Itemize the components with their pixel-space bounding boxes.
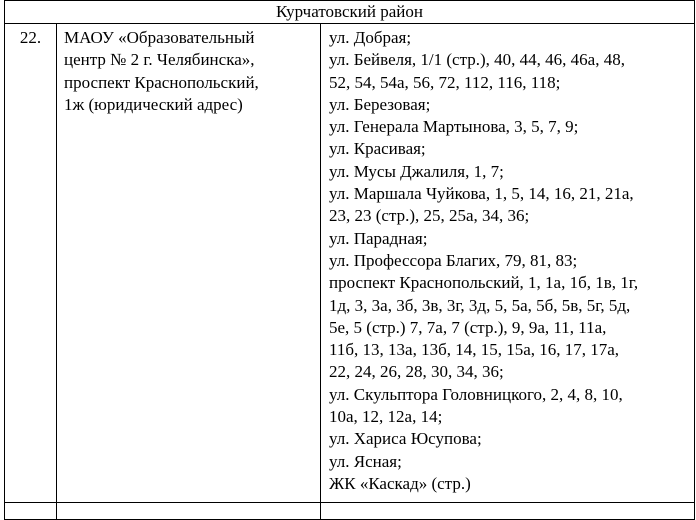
address-line: ул. Добрая; bbox=[329, 28, 412, 47]
organization-line: МАОУ «Образовательный bbox=[64, 28, 255, 47]
address-line: 10а, 12, 12а, 14; bbox=[329, 407, 443, 427]
organization-line: центр № 2 г. Челябинска», bbox=[64, 50, 255, 70]
table-row bbox=[5, 24, 695, 503]
document-table bbox=[4, 0, 695, 520]
next-row-number-cell bbox=[5, 503, 57, 520]
address-line: ул. Маршала Чуйкова, 1, 5, 14, 16, 21, 21а, bbox=[329, 184, 634, 204]
address-line: ул. Генерала Мартынова, 3, 5, 7, 9; bbox=[329, 117, 579, 137]
next-row-address-cell bbox=[321, 503, 695, 520]
address-line: ул. Ясная; bbox=[329, 451, 402, 471]
address-line: ул. Красивая; bbox=[329, 139, 426, 159]
address-line: ул. Парадная; bbox=[329, 228, 428, 248]
organization-line: 1ж (юридический адрес) bbox=[64, 94, 243, 114]
organization-cell bbox=[57, 24, 321, 503]
district-header-row bbox=[5, 1, 695, 24]
address-line: проспект Краснопольский, 1, 1а, 1б, 1в, 1г, bbox=[329, 273, 639, 293]
address-line: ул. Скульптора Головницкого, 2, 4, 8, 10, bbox=[329, 384, 623, 404]
address-list-cell bbox=[321, 24, 695, 503]
organization-line: проспект Краснопольский, bbox=[64, 72, 259, 92]
district-heading: Курчатовский район bbox=[5, 1, 695, 24]
address-line: 52, 54, 54а, 56, 72, 112, 116, 118; bbox=[329, 72, 561, 92]
row-number: 22. bbox=[5, 24, 57, 503]
address-line: ул. Хариса Юсупова; bbox=[329, 429, 482, 449]
next-row-organization-cell bbox=[57, 503, 321, 520]
address-line: ул. Профессора Благих, 79, 81, 83; bbox=[329, 250, 578, 270]
next-table-row bbox=[5, 503, 695, 520]
address-line: ЖК «Каскад» (стр.) bbox=[329, 473, 471, 493]
address-line: ул. Бейвеля, 1/1 (стр.), 40, 44, 46, 46а, 48, bbox=[329, 50, 625, 70]
address-line: 23, 23 (стр.), 25, 25а, 34, 36; bbox=[329, 206, 530, 226]
address-line: 22, 24, 26, 28, 30, 34, 36; bbox=[329, 362, 504, 382]
address-line: 1д, 3, 3а, 3б, 3в, 3г, 3д, 5, 5а, 5б, 5в, 5г, 5д, bbox=[329, 295, 631, 315]
address-line: ул. Березовая; bbox=[329, 94, 431, 114]
address-line: 5е, 5 (стр.) 7, 7а, 7 (стр.), 9, 9а, 11, 11а, bbox=[329, 317, 607, 337]
address-line: ул. Мусы Джалиля, 1, 7; bbox=[329, 161, 504, 181]
address-line: 11б, 13, 13а, 13б, 14, 15, 15а, 16, 17, 17а, bbox=[329, 340, 620, 360]
